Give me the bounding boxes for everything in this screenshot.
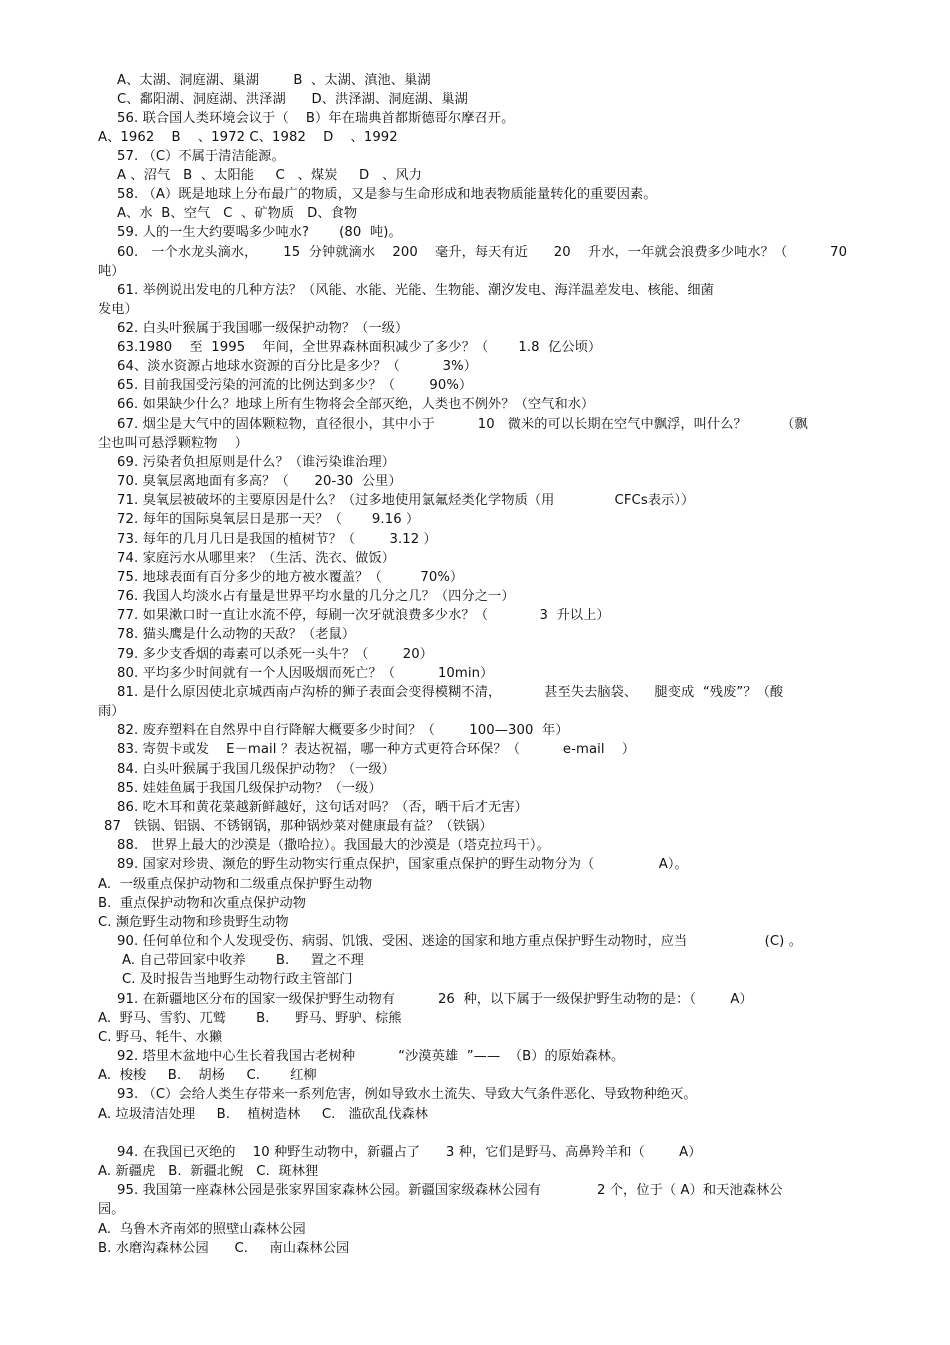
text-line: A、1962 B 、1972 C、1982 D 、1992: [98, 130, 398, 145]
text-line: 82. 废弃塑料在自然界中自行降解大概要多少时间？（ 100—300 年）: [117, 723, 569, 738]
text-line: 79. 多少支香烟的毒素可以杀死一头牛？（ 20）: [117, 647, 434, 662]
text-line: 89. 国家对珍贵、濒危的野生动物实行重点保护，国家重点保护的野生动物分为（ A）。: [117, 857, 688, 872]
text-line: A. 乌鲁木齐南郊的照壁山森林公园: [98, 1222, 306, 1237]
text-line: 75. 地球表面有百分多少的地方被水覆盖？（ 70%）: [117, 570, 464, 585]
text-line: A、水 B、空气 C 、矿物质 D、食物: [117, 206, 358, 221]
text-line: 61. 举例说出发电的几种方法？（风能、水能、光能、生物能、潮汐发电、海洋温差发电、核能、细菌: [117, 283, 714, 298]
text-line: C. 及时报告当地野生动物行政主管部门: [122, 972, 353, 987]
text-line: 尘也叫可悬浮颗粒物 ）: [98, 436, 249, 451]
text-line: A. 一级重点保护动物和二级重点保护野生动物: [98, 877, 373, 892]
text-line: 62. 白头叶猴属于我国哪一级保护动物？（一级）: [117, 321, 409, 336]
text-line: A. 垃圾清洁处理 B. 植树造林 C. 滥砍乱伐森林: [98, 1107, 429, 1122]
text-line: 81. 是什么原因使北京城西南卢沟桥的狮子表面会变得模糊不清， 甚至失去脑袋、 腿变成 “残废”？（酸: [117, 685, 784, 700]
text-line: 发电）: [98, 302, 138, 317]
text-line: 72. 每年的国际臭氧层日是那一天？（ 9.16 ）: [117, 512, 420, 527]
text-line: 92. 塔里木盆地中心生长着我国古老树种 “沙漠英雄 ”—— （B）的原始森林。: [117, 1049, 625, 1064]
text-line: 69. 污染者负担原则是什么？（谁污染谁治理）: [117, 455, 396, 470]
text-line: C. 濒危野生动物和珍贵野生动物: [98, 915, 289, 930]
text-line: 65. 目前我国受污染的河流的比例达到多少？（ 90%）: [117, 378, 473, 393]
text-line: B. 重点保护动物和次重点保护动物: [98, 896, 307, 911]
text-line: A 、沼气 B 、太阳能 C 、煤炭 D 、风力: [117, 168, 422, 183]
text-line: 吨）: [98, 264, 125, 279]
text-line: 74. 家庭污水从哪里来？（生活、洗衣、做饭）: [117, 551, 396, 566]
text-line: 70. 臭氧层离地面有多高？（ 20-30 公里）: [117, 474, 402, 489]
text-line: 88. 世界上最大的沙漠是（撒哈拉）。我国最大的沙漠是（塔克拉玛干）。: [117, 838, 550, 853]
text-line: 园。: [98, 1202, 125, 1217]
text-line: A. 新疆虎 B. 新疆北鲵 C. 斑林狸: [98, 1164, 319, 1179]
text-line: 78. 猫头鹰是什么动物的天敌？（老鼠）: [117, 627, 356, 642]
text-line: 93. （C）会给人类生存带来一系列危害，例如导致水土流失、导致大气条件恶化、导致物种绝灭。: [117, 1087, 697, 1102]
text-line: 80. 平均多少时间就有一个人因吸烟而死亡？（ 10min）: [117, 666, 494, 681]
text-line: 95. 我国第一座森林公园是张家界国家森林公园。新疆国家级森林公园有 2 个，位于（ A）和天池森林公: [117, 1183, 783, 1198]
text-line: 58. （A）既是地球上分布最广的物质，又是参与生命形成和地表物质能量转化的重要因素。: [117, 187, 657, 202]
text-line: 63.1980 至 1995 年间，全世界森林面积减少了多少？（ 1.8 亿公顷）: [117, 340, 602, 355]
text-line: 84. 白头叶猴属于我国几级保护动物？（一级）: [117, 762, 396, 777]
text-line: A. 野马、雪豹、兀鹫 B. 野马、野驴、棕熊: [98, 1011, 402, 1026]
text-line: A、太湖、洞庭湖、巢湖 B 、太湖、滇池、巢湖: [117, 73, 431, 88]
text-line: C、鄱阳湖、洞庭湖、洪泽湖 D、洪泽湖、洞庭湖、巢湖: [117, 92, 468, 107]
text-line: 77. 如果漱口时一直让水流不停，每刷一次牙就浪费多少水？（ 3 升以上）: [117, 608, 610, 623]
text-line: 85. 娃娃鱼属于我国几级保护动物？（一级）: [117, 781, 382, 796]
text-line: 64、淡水资源占地球水资源的百分比是多少？（ 3%）: [117, 359, 478, 374]
text-line: 60. 一个水龙头滴水， 15 分钟就滴水 200 毫升，每天有近 20 升水，一年就会浪费多少吨水？（ 70: [117, 245, 848, 260]
text-line: 71. 臭氧层被破坏的主要原因是什么？（过多地使用氯氟烃类化学物质（用 CFCs表示））: [117, 493, 695, 508]
text-line: 91. 在新疆地区分布的国家一级保护野生动物有 26 种，以下属于一级保护野生动物的是：（ A）: [117, 992, 753, 1007]
text-line: 83. 寄贺卡或发 E－mail ？表达祝福，哪一种方式更符合环保？（ e-mail ）: [117, 742, 636, 757]
text-line: 76. 我国人均淡水占有量是世界平均水量的几分之几？（四分之一）: [117, 589, 515, 604]
text-line: 73. 每年的几月几日是我国的植树节？（ 3.12 ）: [117, 532, 437, 547]
text-line: 67. 烟尘是大气中的固体颗粒物，直径很小，其中小于 10 微米的可以长期在空气中飘浮，叫什么？ （飘: [117, 417, 808, 432]
text-line: 87 铁锅、铝锅、不锈钢锅，那种锅炒菜对健康最有益？（铁锅）: [104, 819, 493, 834]
text-line: A. 自己带回家中收养 B. 置之不理: [122, 953, 364, 968]
text-line: 66. 如果缺少什么？地球上所有生物将会全部灭绝，人类也不例外？（空气和水）: [117, 397, 595, 412]
text-line: 59. 人的一生大约要喝多少吨水? (80 吨)。: [117, 225, 402, 240]
text-line: 57. （C）不属于清洁能源。: [117, 149, 285, 164]
text-line: 94. 在我国已灭绝的 10 种野生动物中，新疆占了 3 种，它们是野马、高鼻羚羊和（ A）: [117, 1145, 702, 1160]
text-line: 86. 吃木耳和黄花菜越新鲜越好，这句话对吗？（否，晒干后才无害）: [117, 800, 528, 815]
text-line: B. 水磨沟森林公园 C. 南山森林公园: [98, 1241, 350, 1256]
text-line: 雨）: [98, 704, 125, 719]
text-line: A. 梭梭 B. 胡杨 C. 红柳: [98, 1068, 317, 1083]
text-line: C. 野马、牦牛、水獭: [98, 1030, 223, 1045]
text-line: 90. 任何单位和个人发现受伤、病弱、饥饿、受困、迷途的国家和地方重点保护野生动物时，应当 (C) 。: [117, 934, 802, 949]
text-line: 56. 联合国人类环境会议于（ B）年在瑞典首都斯德哥尔摩召开。: [117, 111, 515, 126]
